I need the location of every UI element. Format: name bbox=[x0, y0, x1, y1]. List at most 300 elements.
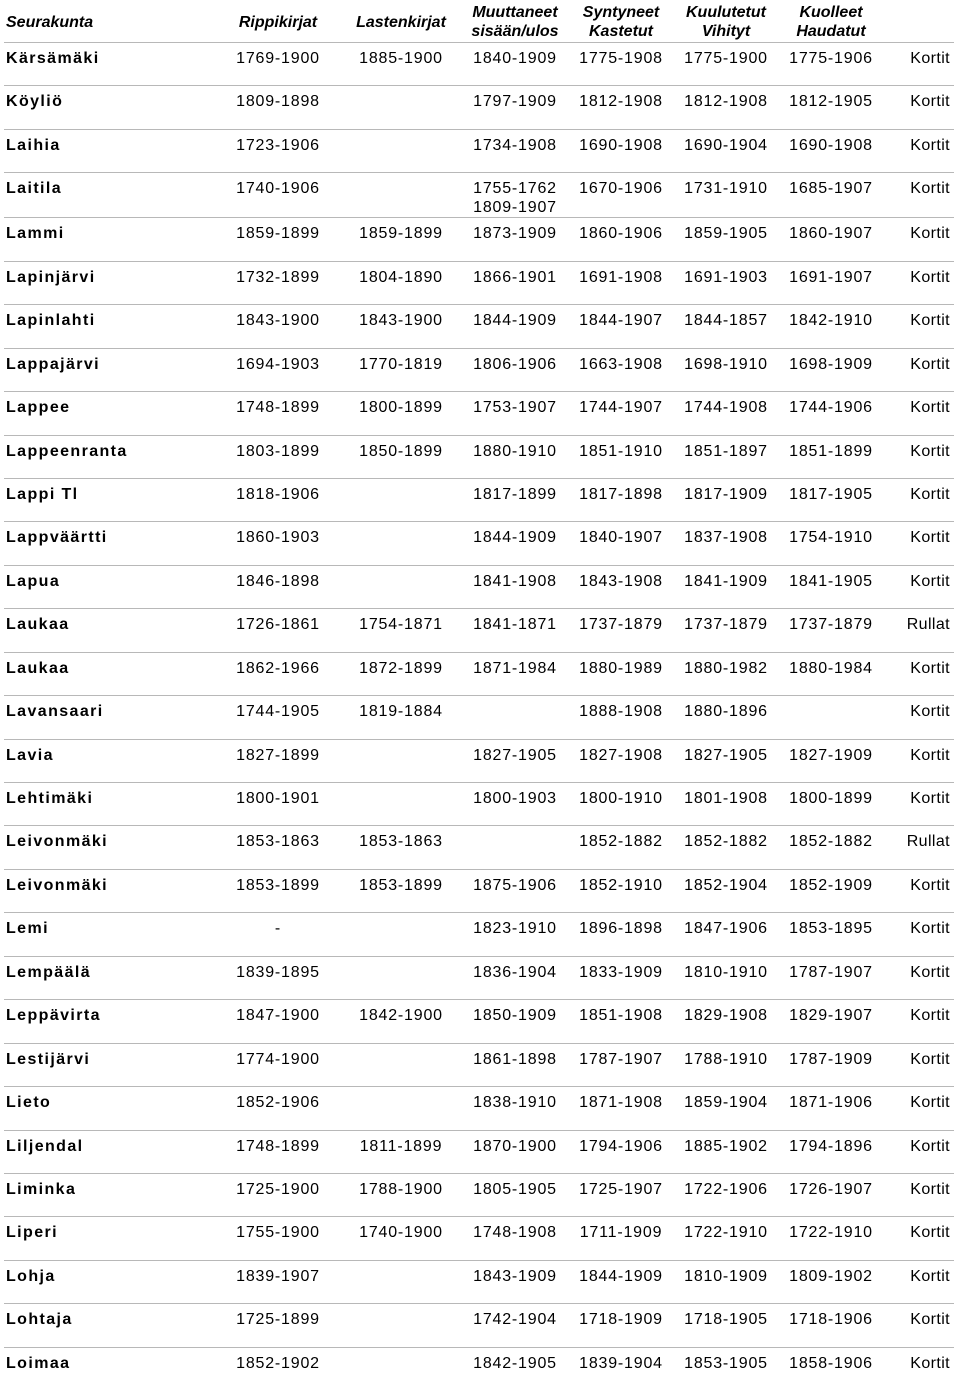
table-row bbox=[4, 435, 954, 478]
child-records: 1850-1899 bbox=[340, 436, 462, 462]
confirmation-records-cell bbox=[216, 305, 340, 348]
confirmation-records: 1847-1900 bbox=[216, 1000, 340, 1026]
confirmation-records-cell bbox=[216, 1087, 340, 1130]
table-row bbox=[4, 565, 954, 608]
format-link-cell bbox=[884, 522, 954, 565]
child-records bbox=[340, 740, 462, 746]
parish-name-cell bbox=[4, 565, 216, 608]
birth-records-cell bbox=[568, 261, 674, 304]
parish-name: Lohja bbox=[6, 1261, 216, 1287]
migration-records-cell bbox=[462, 218, 568, 261]
confirmation-records-cell bbox=[216, 609, 340, 652]
format-link[interactable]: Kortit bbox=[910, 913, 950, 939]
confirmation-records: 1744-1905 bbox=[216, 696, 340, 722]
format-link[interactable]: Kortit bbox=[910, 262, 950, 288]
parish-name-cell bbox=[4, 1260, 216, 1303]
marriage-records: 1722-1906 bbox=[674, 1174, 778, 1200]
table-row bbox=[4, 218, 954, 261]
format-link[interactable]: Kortit bbox=[910, 1217, 950, 1243]
marriage-records-cell bbox=[674, 522, 778, 565]
marriage-records-cell bbox=[674, 392, 778, 435]
child-records-cell bbox=[340, 913, 462, 956]
death-records-cell bbox=[778, 1130, 884, 1173]
confirmation-records-cell bbox=[216, 565, 340, 608]
birth-records: 1844-1909 bbox=[568, 1261, 674, 1287]
table-row bbox=[4, 1347, 954, 1390]
death-records-cell bbox=[778, 522, 884, 565]
marriage-records-cell bbox=[674, 565, 778, 608]
format-link[interactable]: Kortit bbox=[910, 1261, 950, 1287]
confirmation-records: 1755-1900 bbox=[216, 1217, 340, 1243]
parish-name-cell bbox=[4, 305, 216, 348]
confirmation-records-cell bbox=[216, 392, 340, 435]
confirmation-records: 1769-1900 bbox=[216, 43, 340, 69]
migration-records-cell bbox=[462, 305, 568, 348]
marriage-records-cell bbox=[674, 478, 778, 521]
birth-records-cell bbox=[568, 1260, 674, 1303]
marriage-records: 1859-1904 bbox=[674, 1087, 778, 1113]
death-records: 1812-1905 bbox=[778, 86, 884, 112]
parish-name-cell bbox=[4, 913, 216, 956]
birth-records-cell bbox=[568, 173, 674, 218]
marriage-records: 1698-1910 bbox=[674, 349, 778, 375]
confirmation-records: 1803-1899 bbox=[216, 436, 340, 462]
migration-records-cell bbox=[462, 1347, 568, 1390]
header-label: Kastetut bbox=[589, 23, 653, 40]
confirmation-records-cell bbox=[216, 826, 340, 869]
confirmation-records: 1800-1901 bbox=[216, 783, 340, 809]
death-records: 1737-1879 bbox=[778, 609, 884, 635]
header-row bbox=[4, 2, 954, 43]
death-records: 1842-1910 bbox=[778, 305, 884, 331]
birth-records: 1691-1908 bbox=[568, 262, 674, 288]
birth-records-cell bbox=[568, 869, 674, 912]
child-records-cell bbox=[340, 129, 462, 172]
parish-name-cell bbox=[4, 218, 216, 261]
format-link[interactable]: Kortit bbox=[910, 957, 950, 983]
parish-name: Liperi bbox=[6, 1217, 216, 1243]
migration-records-cell bbox=[462, 435, 568, 478]
marriage-records-cell bbox=[674, 913, 778, 956]
confirmation-records-cell bbox=[216, 261, 340, 304]
birth-records-cell bbox=[568, 86, 674, 129]
format-link[interactable]: Kortit bbox=[910, 1000, 950, 1026]
death-records: 1754-1910 bbox=[778, 522, 884, 548]
parish-name-cell bbox=[4, 1087, 216, 1130]
migration-records: 1742-1904 bbox=[462, 1304, 568, 1330]
death-records-cell bbox=[778, 1304, 884, 1347]
table-row bbox=[4, 869, 954, 912]
marriage-records-cell bbox=[674, 173, 778, 218]
confirmation-records: 1859-1899 bbox=[216, 218, 340, 244]
parish-name-cell bbox=[4, 739, 216, 782]
format-link[interactable]: Kortit bbox=[910, 740, 950, 766]
marriage-records-cell bbox=[674, 218, 778, 261]
format-link[interactable]: Kortit bbox=[910, 86, 950, 112]
table-row bbox=[4, 1260, 954, 1303]
format-link-cell bbox=[884, 1000, 954, 1043]
birth-records: 1852-1882 bbox=[568, 826, 674, 852]
format-link[interactable]: Kortit bbox=[910, 696, 950, 722]
death-records: 1800-1899 bbox=[778, 783, 884, 809]
birth-records-cell bbox=[568, 129, 674, 172]
table-row bbox=[4, 913, 954, 956]
confirmation-records: 1839-1895 bbox=[216, 957, 340, 983]
format-link[interactable]: Rullat bbox=[907, 826, 950, 852]
marriage-records: 1837-1908 bbox=[674, 522, 778, 548]
birth-records: 1737-1879 bbox=[568, 609, 674, 635]
child-records: 1770-1819 bbox=[340, 349, 462, 375]
birth-records: 1851-1908 bbox=[568, 1000, 674, 1026]
format-link-cell bbox=[884, 1347, 954, 1390]
confirmation-records: 1843-1900 bbox=[216, 305, 340, 331]
marriage-records: 1844-1857 bbox=[674, 305, 778, 331]
marriage-records-cell bbox=[674, 956, 778, 999]
table-row bbox=[4, 739, 954, 782]
header-label: Vihityt bbox=[702, 23, 750, 40]
confirmation-records: 1852-1902 bbox=[216, 1348, 340, 1374]
parish-name-cell bbox=[4, 1130, 216, 1173]
child-records-cell bbox=[340, 86, 462, 129]
migration-records-cell bbox=[462, 1173, 568, 1216]
death-records-cell bbox=[778, 652, 884, 695]
format-link[interactable]: Rullat bbox=[907, 609, 950, 635]
child-records: 1811-1899 bbox=[340, 1131, 462, 1157]
marriage-records-cell bbox=[674, 1260, 778, 1303]
child-records bbox=[340, 130, 462, 136]
format-link-cell bbox=[884, 826, 954, 869]
confirmation-records-cell bbox=[216, 1217, 340, 1260]
format-link[interactable]: Kortit bbox=[910, 1131, 950, 1157]
parish-name: Lammi bbox=[6, 218, 216, 244]
death-records-cell bbox=[778, 173, 884, 218]
format-link-cell bbox=[884, 739, 954, 782]
format-link[interactable]: Kortit bbox=[910, 870, 950, 896]
format-link[interactable]: Kortit bbox=[910, 305, 950, 331]
format-link[interactable]: Kortit bbox=[910, 1044, 950, 1070]
marriage-records: 1718-1905 bbox=[674, 1304, 778, 1330]
format-link[interactable]: Kortit bbox=[910, 566, 950, 592]
marriage-records: 1744-1908 bbox=[674, 392, 778, 418]
migration-records: 1866-1901 bbox=[462, 262, 568, 288]
birth-records: 1888-1908 bbox=[568, 696, 674, 722]
migration-records-cell bbox=[462, 1043, 568, 1086]
table-row bbox=[4, 1173, 954, 1216]
migration-records: 1806-1906 bbox=[462, 349, 568, 375]
migration-records-cell bbox=[462, 696, 568, 739]
marriage-records: 1812-1908 bbox=[674, 86, 778, 112]
format-link-cell bbox=[884, 218, 954, 261]
format-link-cell bbox=[884, 478, 954, 521]
parish-name: Lappee bbox=[6, 392, 216, 418]
parish-name-cell bbox=[4, 1043, 216, 1086]
migration-records: 1880-1910 bbox=[462, 436, 568, 462]
parish-name-cell bbox=[4, 1217, 216, 1260]
table-row bbox=[4, 348, 954, 391]
parish-name-cell bbox=[4, 1173, 216, 1216]
format-link[interactable]: Kortit bbox=[910, 1304, 950, 1330]
header-label: Kuolleet bbox=[799, 4, 862, 21]
child-records-cell bbox=[340, 1130, 462, 1173]
marriage-records: 1691-1903 bbox=[674, 262, 778, 288]
death-records-cell bbox=[778, 43, 884, 86]
child-records bbox=[340, 566, 462, 572]
death-records: 1809-1902 bbox=[778, 1261, 884, 1287]
death-records: 1718-1906 bbox=[778, 1304, 884, 1330]
death-records-cell bbox=[778, 1000, 884, 1043]
confirmation-records: 1748-1899 bbox=[216, 392, 340, 418]
marriage-records: 1885-1902 bbox=[674, 1131, 778, 1157]
table-row bbox=[4, 478, 954, 521]
birth-records-cell bbox=[568, 1000, 674, 1043]
child-records-cell bbox=[340, 783, 462, 826]
parish-name: Lapua bbox=[6, 566, 216, 592]
table-row bbox=[4, 43, 954, 86]
parish-name: Lehtimäki bbox=[6, 783, 216, 809]
confirmation-records-cell bbox=[216, 478, 340, 521]
table-body bbox=[4, 43, 954, 1390]
format-link-cell bbox=[884, 1217, 954, 1260]
child-records-cell bbox=[340, 392, 462, 435]
marriage-records-cell bbox=[674, 261, 778, 304]
confirmation-records-cell bbox=[216, 1260, 340, 1303]
marriage-records-cell bbox=[674, 348, 778, 391]
migration-records-cell bbox=[462, 348, 568, 391]
format-link-cell bbox=[884, 956, 954, 999]
marriage-records: 1690-1904 bbox=[674, 130, 778, 156]
parish-name: Leivonmäki bbox=[6, 826, 216, 852]
birth-records-cell bbox=[568, 826, 674, 869]
marriage-records-cell bbox=[674, 1043, 778, 1086]
death-records: 1880-1984 bbox=[778, 653, 884, 679]
format-link[interactable]: Kortit bbox=[910, 436, 950, 462]
birth-records: 1663-1908 bbox=[568, 349, 674, 375]
birth-records: 1744-1907 bbox=[568, 392, 674, 418]
parish-name-cell bbox=[4, 1000, 216, 1043]
parish-name: Lavansaari bbox=[6, 696, 216, 722]
table-row bbox=[4, 392, 954, 435]
parish-name: Laukaa bbox=[6, 653, 216, 679]
child-records bbox=[340, 522, 462, 528]
child-records: 1842-1900 bbox=[340, 1000, 462, 1026]
confirmation-records: 1723-1906 bbox=[216, 130, 340, 156]
marriage-records: 1847-1906 bbox=[674, 913, 778, 939]
parish-name: Lappeenranta bbox=[6, 436, 216, 462]
migration-records-cell bbox=[462, 392, 568, 435]
confirmation-records-cell bbox=[216, 1130, 340, 1173]
migration-records: 1748-1908 bbox=[462, 1217, 568, 1243]
death-records-cell bbox=[778, 739, 884, 782]
child-records-cell bbox=[340, 956, 462, 999]
child-records-cell bbox=[340, 261, 462, 304]
marriage-records-cell bbox=[674, 869, 778, 912]
death-records-cell bbox=[778, 956, 884, 999]
marriage-records: 1853-1905 bbox=[674, 1348, 778, 1374]
confirmation-records: 1726-1861 bbox=[216, 609, 340, 635]
header-syntyneet bbox=[568, 2, 674, 43]
format-link[interactable]: Kortit bbox=[910, 218, 950, 244]
format-link-cell bbox=[884, 1304, 954, 1347]
marriage-records: 1852-1882 bbox=[674, 826, 778, 852]
child-records-cell bbox=[340, 1000, 462, 1043]
parish-name: Lempäälä bbox=[6, 957, 216, 983]
birth-records: 1843-1908 bbox=[568, 566, 674, 592]
format-link-cell bbox=[884, 652, 954, 695]
migration-records-cell bbox=[462, 43, 568, 86]
migration-records: 1840-1909 bbox=[462, 43, 568, 69]
marriage-records-cell bbox=[674, 1304, 778, 1347]
marriage-records: 1801-1908 bbox=[674, 783, 778, 809]
parish-name: Laitila bbox=[6, 173, 216, 199]
format-link[interactable]: Kortit bbox=[910, 653, 950, 679]
child-records: 1819-1884 bbox=[340, 696, 462, 722]
child-records-cell bbox=[340, 609, 462, 652]
death-records: 1871-1906 bbox=[778, 1087, 884, 1113]
confirmation-records: - bbox=[216, 913, 340, 939]
migration-records: 1817-1899 bbox=[462, 479, 568, 505]
marriage-records-cell bbox=[674, 1173, 778, 1216]
child-records bbox=[340, 1304, 462, 1310]
parish-name: Loimaa bbox=[6, 1348, 216, 1374]
parish-name-cell bbox=[4, 609, 216, 652]
confirmation-records-cell bbox=[216, 43, 340, 86]
birth-records-cell bbox=[568, 1173, 674, 1216]
child-records: 1853-1863 bbox=[340, 826, 462, 852]
child-records: 1740-1900 bbox=[340, 1217, 462, 1243]
birth-records-cell bbox=[568, 392, 674, 435]
confirmation-records: 1839-1907 bbox=[216, 1261, 340, 1287]
marriage-records: 1880-1982 bbox=[674, 653, 778, 679]
parish-name-cell bbox=[4, 435, 216, 478]
format-link[interactable]: Kortit bbox=[910, 479, 950, 505]
birth-records: 1896-1898 bbox=[568, 913, 674, 939]
migration-records: 1841-1908 bbox=[462, 566, 568, 592]
table-row bbox=[4, 1130, 954, 1173]
format-link[interactable]: Kortit bbox=[910, 522, 950, 548]
table-row bbox=[4, 652, 954, 695]
confirmation-records-cell bbox=[216, 1000, 340, 1043]
parish-name: Lapinjärvi bbox=[6, 262, 216, 288]
migration-records: 1843-1909 bbox=[462, 1261, 568, 1287]
parish-name-cell bbox=[4, 956, 216, 999]
marriage-records-cell bbox=[674, 696, 778, 739]
birth-records-cell bbox=[568, 609, 674, 652]
format-link[interactable]: Kortit bbox=[910, 349, 950, 375]
format-link[interactable]: Kortit bbox=[910, 1087, 950, 1113]
migration-records-cell bbox=[462, 522, 568, 565]
birth-records-cell bbox=[568, 956, 674, 999]
death-records-cell bbox=[778, 826, 884, 869]
format-link[interactable]: Kortit bbox=[910, 43, 950, 69]
migration-records: 1850-1909 bbox=[462, 1000, 568, 1026]
format-link[interactable]: Kortit bbox=[910, 392, 950, 418]
migration-records-cell bbox=[462, 1000, 568, 1043]
format-link[interactable]: Kortit bbox=[910, 173, 950, 199]
migration-records-cell bbox=[462, 478, 568, 521]
format-link[interactable]: Kortit bbox=[910, 1174, 950, 1200]
format-link[interactable]: Kortit bbox=[910, 130, 950, 156]
migration-records-cell bbox=[462, 86, 568, 129]
birth-records: 1690-1908 bbox=[568, 130, 674, 156]
death-records-cell bbox=[778, 1347, 884, 1390]
birth-records-cell bbox=[568, 565, 674, 608]
confirmation-records-cell bbox=[216, 1043, 340, 1086]
migration-records: 1842-1905 bbox=[462, 1348, 568, 1374]
child-records: 1872-1899 bbox=[340, 653, 462, 679]
birth-records: 1860-1906 bbox=[568, 218, 674, 244]
birth-records: 1880-1989 bbox=[568, 653, 674, 679]
marriage-records: 1852-1904 bbox=[674, 870, 778, 896]
migration-records-cell bbox=[462, 956, 568, 999]
header-label: Kuulutetut bbox=[686, 4, 766, 21]
child-records bbox=[340, 1348, 462, 1354]
death-records: 1853-1895 bbox=[778, 913, 884, 939]
death-records: 1744-1906 bbox=[778, 392, 884, 418]
death-records: 1691-1907 bbox=[778, 262, 884, 288]
migration-records: 1823-1910 bbox=[462, 913, 568, 939]
format-link[interactable]: Kortit bbox=[910, 1348, 950, 1374]
confirmation-records: 1862-1966 bbox=[216, 653, 340, 679]
birth-records-cell bbox=[568, 696, 674, 739]
child-records: 1853-1899 bbox=[340, 870, 462, 896]
migration-records-cell bbox=[462, 565, 568, 608]
format-link-cell bbox=[884, 86, 954, 129]
confirmation-records-cell bbox=[216, 1347, 340, 1390]
confirmation-records-cell bbox=[216, 1304, 340, 1347]
death-records: 1698-1909 bbox=[778, 349, 884, 375]
parish-name: Leivonmäki bbox=[6, 870, 216, 896]
table-row bbox=[4, 86, 954, 129]
parish-name: Kärsämäki bbox=[6, 43, 216, 69]
confirmation-records-cell bbox=[216, 129, 340, 172]
birth-records-cell bbox=[568, 652, 674, 695]
death-records: 1722-1910 bbox=[778, 1217, 884, 1243]
migration-records-cell bbox=[462, 261, 568, 304]
birth-records-cell bbox=[568, 522, 674, 565]
child-records bbox=[340, 913, 462, 919]
format-link[interactable]: Kortit bbox=[910, 783, 950, 809]
marriage-records-cell bbox=[674, 305, 778, 348]
header-label: sisään/ulos bbox=[471, 23, 558, 40]
death-records-cell bbox=[778, 609, 884, 652]
death-records-cell bbox=[778, 478, 884, 521]
death-records-cell bbox=[778, 305, 884, 348]
format-link-cell bbox=[884, 305, 954, 348]
child-records-cell bbox=[340, 869, 462, 912]
death-records: 1829-1907 bbox=[778, 1000, 884, 1026]
table-row bbox=[4, 261, 954, 304]
child-records bbox=[340, 783, 462, 789]
migration-records-cell bbox=[462, 739, 568, 782]
child-records: 1804-1890 bbox=[340, 262, 462, 288]
death-records: 1787-1907 bbox=[778, 957, 884, 983]
child-records-cell bbox=[340, 1260, 462, 1303]
birth-records-cell bbox=[568, 1347, 674, 1390]
parish-name-cell bbox=[4, 1304, 216, 1347]
migration-records-cell bbox=[462, 1130, 568, 1173]
confirmation-records-cell bbox=[216, 913, 340, 956]
child-records-cell bbox=[340, 348, 462, 391]
marriage-records: 1817-1909 bbox=[674, 479, 778, 505]
death-records-cell bbox=[778, 565, 884, 608]
birth-records-cell bbox=[568, 1087, 674, 1130]
migration-records: 1871-1984 bbox=[462, 653, 568, 679]
confirmation-records: 1694-1903 bbox=[216, 349, 340, 375]
birth-records-cell bbox=[568, 305, 674, 348]
format-link-cell bbox=[884, 913, 954, 956]
child-records: 1843-1900 bbox=[340, 305, 462, 331]
confirmation-records-cell bbox=[216, 956, 340, 999]
